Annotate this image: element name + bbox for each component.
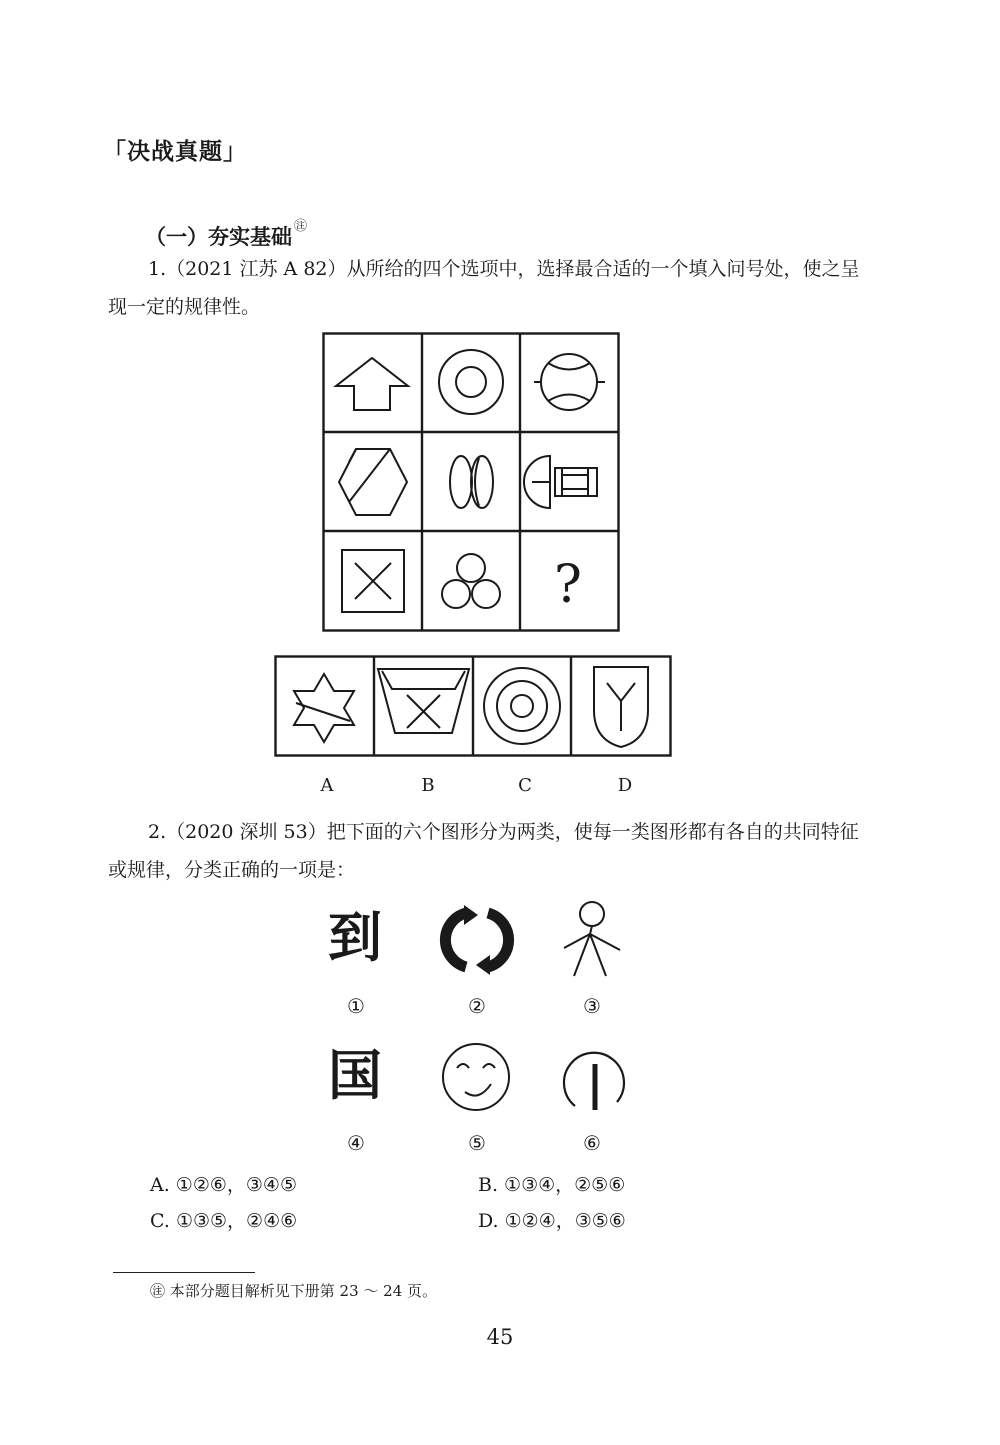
question-1-grid bbox=[322, 332, 620, 632]
grid-question-mark: ? bbox=[554, 555, 582, 615]
subsection-title-text: （一）夯实基础 bbox=[145, 225, 292, 249]
question-1-text: 1.（2021 江苏 A 82）从所给的四个选项中，选择最合适的一个填入问号处，使之呈现一定的规律性。 bbox=[108, 258, 860, 318]
figure-2-label: ② bbox=[468, 994, 486, 1018]
question-2-text: 2.（2020 深圳 53）把下面的六个图形分为两类，使每一类图形都有各自的共同特征或规律，分类正确的一项是： bbox=[108, 821, 859, 881]
option-d-label: D bbox=[617, 775, 633, 796]
section-title: 「决战真题」 bbox=[103, 139, 247, 165]
option-b-trapezoid-icon[interactable] bbox=[378, 669, 469, 733]
footnote: ㊟ 本部分题目解析见下册第 23 ～ 24 页。 bbox=[150, 1282, 438, 1300]
options-frame bbox=[276, 657, 671, 756]
choice-d[interactable]: D. ①②④，③⑤⑥ bbox=[478, 1210, 626, 1232]
option-c-label: C bbox=[518, 775, 532, 796]
square-with-x-icon bbox=[342, 550, 404, 612]
hexagon-with-lines-icon bbox=[339, 449, 407, 515]
bolt-icon bbox=[524, 456, 597, 508]
three-circles-icon bbox=[442, 554, 500, 608]
figure-4-char: 国 bbox=[328, 1044, 382, 1107]
option-d-shield-icon[interactable] bbox=[594, 667, 648, 747]
figure-3-stick-figure-icon bbox=[560, 900, 624, 980]
question-1-options bbox=[274, 655, 672, 757]
figure-1-label: ① bbox=[347, 994, 365, 1018]
figure-6-power-icon bbox=[555, 1040, 631, 1114]
figure-2-refresh-icon bbox=[436, 905, 518, 975]
figure-3-label: ③ bbox=[583, 994, 601, 1018]
figure-4-label: ④ bbox=[347, 1131, 365, 1155]
concentric-circles-icon bbox=[439, 350, 503, 414]
option-c-target-icon[interactable] bbox=[484, 668, 560, 744]
figure-5-smiley-icon bbox=[435, 1040, 517, 1114]
choice-c[interactable]: C. ①③⑤，②④⑥ bbox=[150, 1210, 298, 1232]
ball-with-curves-icon bbox=[534, 354, 605, 410]
figure-1-char: 到 bbox=[328, 906, 382, 969]
footnote-divider bbox=[113, 1272, 255, 1273]
choice-b[interactable]: B. ①③④，②⑤⑥ bbox=[478, 1174, 626, 1196]
option-b-label: B bbox=[421, 775, 435, 796]
page-number: 45 bbox=[486, 1325, 514, 1349]
footnote-mark-icon: ㊟ bbox=[294, 219, 308, 234]
subsection-title bbox=[145, 215, 307, 251]
arrow-up-icon bbox=[336, 358, 408, 410]
figure-5-label: ⑤ bbox=[468, 1131, 486, 1155]
two-ovals-icon bbox=[450, 456, 493, 508]
option-a-label: A bbox=[320, 775, 334, 796]
figure-6-label: ⑥ bbox=[583, 1131, 601, 1155]
choice-a[interactable]: A. ①②⑥，③④⑤ bbox=[150, 1174, 297, 1196]
option-a-star-icon[interactable] bbox=[294, 674, 354, 742]
